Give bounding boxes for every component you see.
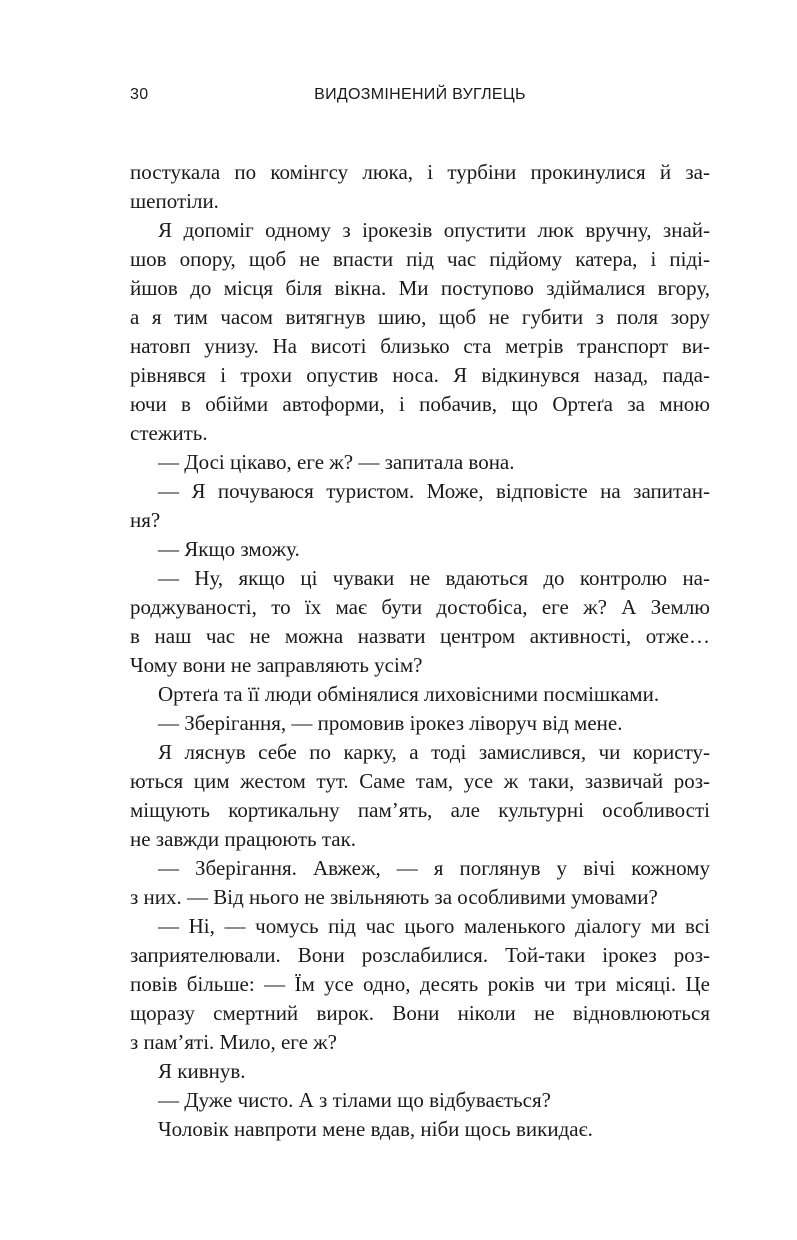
text-line: повів більше: — Їм усе одно, десять років чи три місяці. Це [130,972,710,996]
running-head [130,86,710,110]
text-line: шепотіли. [130,189,219,213]
body-text [130,158,710,1144]
text-line: з пам’яті. Мило, еге ж? [130,1030,338,1054]
text-line: заприятелювали. Вони розслабилися. Той-таки ірокез роз- [130,943,710,967]
text-line: ючи в обійми автоформи, і побачив, що Ортеґа за мною [130,392,710,416]
text-line: міщують кортикальну пам’ять, але культурні особливості [130,798,710,822]
text-line: — Зберігання, — промовив ірокез ліворуч від мене. [158,711,623,735]
text-line: — Досі цікаво, еге ж? — запитала вона. [158,450,515,474]
text-line: — Ні, — чомусь під час цього маленького діалогу ми всі [158,914,710,938]
text-line: не завжди працюють так. [130,827,357,851]
text-line: роджуваності, то їх має бути достобіса, еге ж? А Землю [130,595,710,619]
text-line: з них. — Від нього не звільняють за особливими умовами? [130,885,658,909]
text-line: Я кивнув. [158,1059,246,1083]
text-line: Чому вони не заправляють усім? [130,653,423,677]
text-line: ня? [130,508,161,532]
text-line: Я допоміг одному з ірокезів опустити люк вручну, знай- [158,218,710,242]
text-line: а я тим часом витягнув шию, щоб не губити з поля зору [130,305,710,329]
text-line: — Дуже чисто. А з тілами що відбувається? [158,1088,551,1112]
text-line: Ортеґа та її люди обмінялися лиховісними посмішками. [158,682,660,706]
text-line: шов опору, щоб не впасти під час підйому катера, і піді- [130,247,710,271]
text-line: рівнявся і трохи опустив носа. Я відкинувся назад, пада- [130,363,710,387]
text-line: йшов до місця біля вікна. Ми поступово здіймалися вгору, [130,276,710,300]
text-line: стежить. [130,421,208,445]
text-line: — Я почуваюся туристом. Може, відповісте на запитан- [158,479,710,503]
text-line: — Ну, якщо ці чуваки не вдаються до контролю на- [158,566,710,590]
page-number: 30 [130,86,149,103]
text-line: — Зберігання. Авжеж, — я поглянув у вічі кожному [158,856,710,880]
text-line: щоразу смертний вирок. Вони ніколи не відновлюються [130,1001,710,1025]
text-line: натовп унизу. На висоті близько ста метрів транспорт ви- [130,334,710,358]
text-line: Чоловік навпроти мене вдав, ніби щось викидає. [158,1117,593,1141]
book-title: ВИДОЗМІНЕНИЙ ВУГЛЕЦЬ [314,86,526,103]
text-line: в наш час не можна назвати центром активності, отже… [130,624,710,648]
text-line: ються цим жестом тут. Саме там, усе ж таки, зазвичай роз- [130,769,710,793]
text-line: — Якщо зможу. [158,537,300,561]
text-line: Я ляснув себе по карку, а тоді замислився, чи користу- [158,740,710,764]
text-line: постукала по комінгсу люка, і турбіни прокинулися й за- [130,160,710,184]
